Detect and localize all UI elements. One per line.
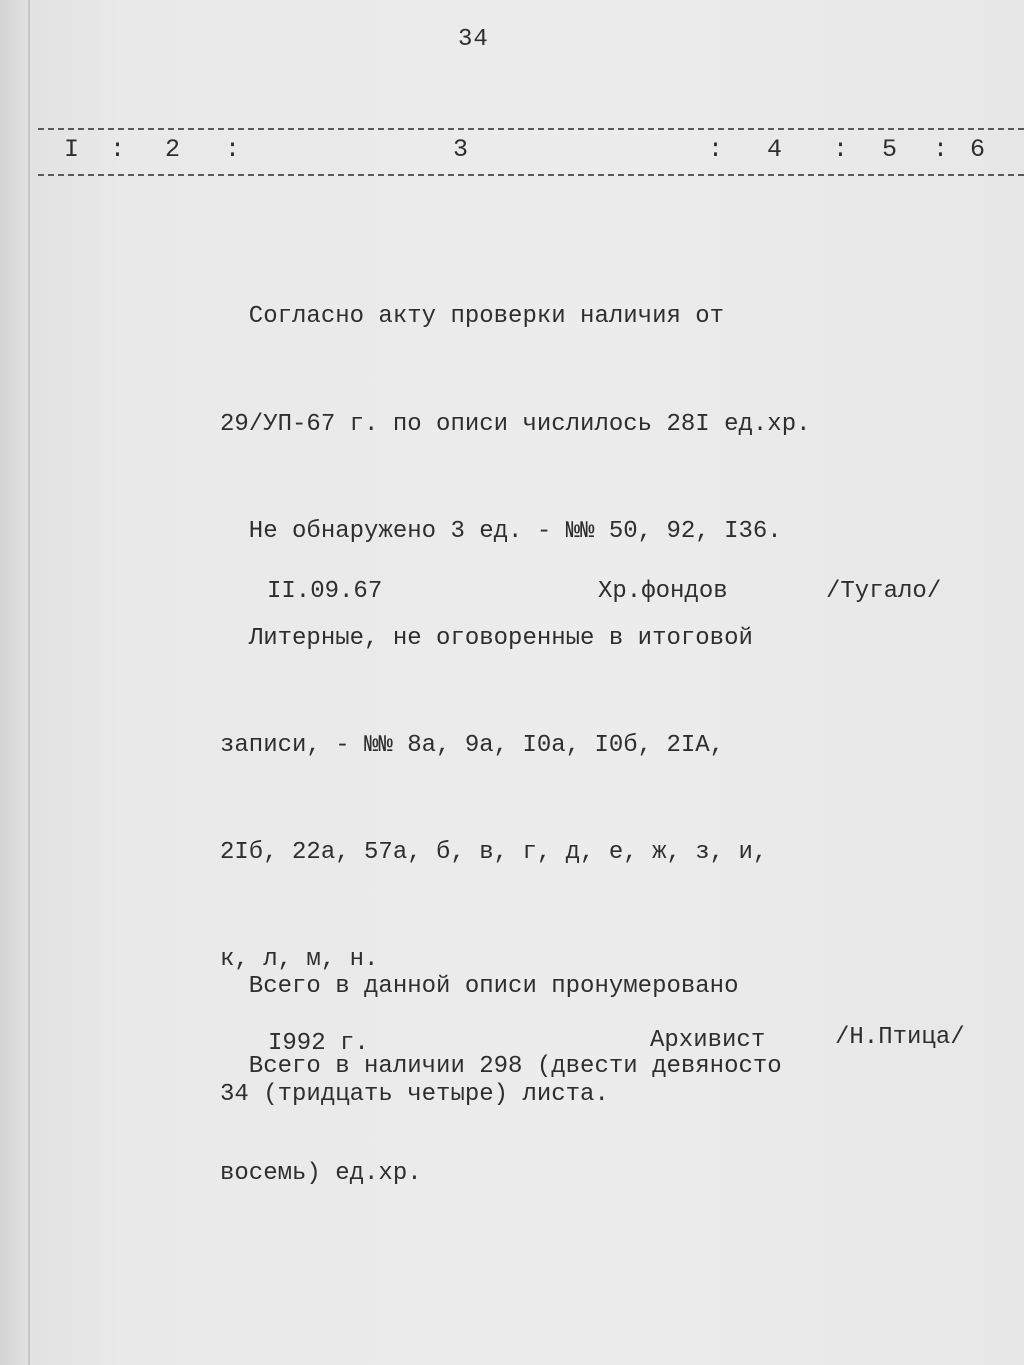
signature-name: /Тугало/	[826, 578, 942, 605]
column-separator: :	[225, 135, 241, 164]
column-number-3: 3	[453, 135, 469, 164]
signature-name: /Н.Птица/	[835, 1024, 965, 1051]
text-line: Согласно акту проверки наличия от	[220, 303, 725, 331]
signature-position: Архивист	[650, 1027, 766, 1054]
signature-date: I992 г.	[268, 1030, 369, 1057]
text-line: записи, - №№ 8а, 9а, I0а, I0б, 2IА,	[220, 731, 725, 759]
text-line: 29/УП-67 г. по описи числилось 28I ед.хр.	[220, 410, 811, 438]
column-separator: :	[110, 135, 126, 164]
text-line: Всего в данной описи пронумеровано	[220, 973, 739, 1001]
column-number-1: I	[64, 135, 80, 164]
text-line: 34 (тридцать четыре) листа.	[220, 1080, 609, 1108]
page-edge-shadow	[28, 0, 30, 1365]
column-number-4: 4	[767, 135, 783, 164]
text-line: Литерные, не оговоренные в итоговой	[220, 624, 753, 652]
text-line: к, л, м, н.	[220, 946, 379, 974]
column-number-6: 6	[970, 135, 986, 164]
column-separator: :	[833, 135, 849, 164]
column-number-5: 5	[882, 135, 898, 164]
column-separator: :	[933, 135, 949, 164]
column-separator: :	[708, 135, 724, 164]
text-line: Не обнаружено 3 ед. - №№ 50, 92, I36.	[220, 517, 782, 545]
table-rule-top	[38, 128, 1024, 130]
column-number-2: 2	[165, 135, 181, 164]
signature-date: II.09.67	[267, 578, 383, 605]
signature-position: Хр.фондов	[598, 578, 728, 605]
table-rule-bottom	[38, 174, 1024, 176]
text-line: восемь) ед.хр.	[220, 1160, 422, 1188]
text-line: 2Iб, 22а, 57а, б, в, г, д, е, ж, з, и,	[220, 838, 768, 866]
text-line: Всего в наличии 298 (двести девяносто	[220, 1053, 782, 1081]
page-number: 34	[458, 26, 489, 53]
